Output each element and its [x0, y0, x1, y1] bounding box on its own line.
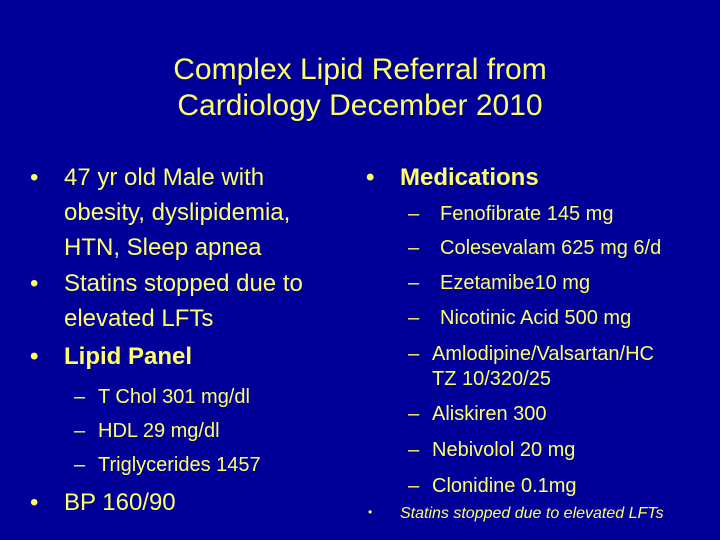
medication-amlodipine-line-1: Amlodipine/Valsartan/HC [432, 343, 654, 365]
bullet-icon: • [30, 270, 39, 297]
statins-note-text: Statins stopped due to elevated LFTs [400, 505, 664, 522]
medication-nebivolol: Nebivolol 20 mg [432, 439, 576, 461]
bullet-icon: • [366, 164, 375, 191]
medication-amlodipine-line-2: TZ 10/320/25 [432, 368, 551, 390]
slide-title-line-1: Complex Lipid Referral from [173, 53, 547, 86]
medication-nicotinic-acid: Nicotinic Acid 500 mg [440, 307, 632, 329]
medications-heading: Medications [400, 164, 539, 191]
medication-clonidine: Clonidine 0.1mg [432, 475, 577, 497]
medication-aliskiren: Aliskiren 300 [432, 403, 547, 425]
lipid-total-cholesterol: T Chol 301 mg/dl [98, 386, 250, 408]
bullet-icon: • [30, 343, 39, 370]
dash-icon: – [408, 237, 420, 259]
patient-line-1: 47 yr old Male with [64, 164, 265, 191]
patient-line-3: HTN, Sleep apnea [64, 234, 262, 261]
bullet-icon: • [368, 505, 373, 519]
dash-icon: – [408, 439, 420, 461]
medication-ezetamibe: Ezetamibe10 mg [440, 272, 591, 294]
patient-line-2: obesity, dyslipidemia, [64, 199, 291, 226]
dash-icon: – [408, 307, 420, 329]
lipid-hdl: HDL 29 mg/dl [98, 420, 220, 442]
statins-line-1: Statins stopped due to [64, 270, 303, 297]
dash-icon: – [74, 386, 86, 408]
bullet-icon: • [30, 489, 39, 516]
bullet-icon: • [30, 164, 39, 191]
dash-icon: – [408, 203, 420, 225]
slide-title [0, 52, 720, 124]
lipid-triglycerides: Triglycerides 1457 [98, 454, 261, 476]
dash-icon: – [408, 475, 420, 497]
dash-icon: – [74, 420, 86, 442]
dash-icon: – [408, 272, 420, 294]
dash-icon: – [408, 403, 420, 425]
statins-line-2: elevated LFTs [64, 305, 214, 332]
dash-icon: – [74, 454, 86, 476]
medication-colesevalam: Colesevalam 625 mg 6/d [440, 237, 662, 259]
medication-fenofibrate: Fenofibrate 145 mg [440, 203, 614, 225]
dash-icon: – [408, 343, 420, 365]
lipid-panel-heading: Lipid Panel [64, 343, 193, 370]
blood-pressure: BP 160/90 [64, 489, 176, 516]
slide-title-line-2: Cardiology December 2010 [177, 89, 543, 122]
